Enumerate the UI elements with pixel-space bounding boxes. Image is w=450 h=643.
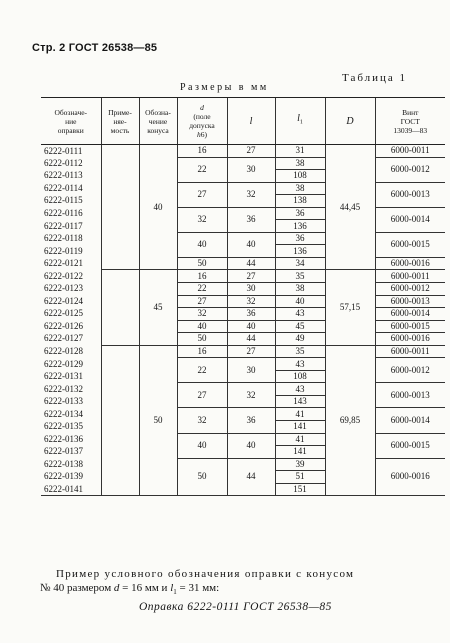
cell-l: 36 — [227, 207, 275, 232]
header-designation: Обозначе- ние оправки — [41, 98, 101, 145]
table-row — [41, 232, 445, 245]
cell-l1: 136 — [275, 245, 325, 258]
cell-screw: 6000-0011 — [375, 345, 445, 358]
cell-l1: 136 — [275, 220, 325, 233]
cell-designation: 6222-0115 — [44, 195, 83, 206]
example-line-2: № 40 размером d = 16 мм и $l_1 = 31$ мм: — [40, 582, 220, 597]
table-row — [41, 358, 445, 371]
cell-l: 27 — [227, 270, 275, 283]
cell-D: 57,15 — [325, 270, 375, 345]
cell-screw: 6000-0013 — [375, 295, 445, 308]
cell-D: 69,85 — [325, 345, 375, 496]
cell-screw: 6000-0016 — [375, 458, 445, 496]
cell-applicability — [101, 483, 139, 496]
header-l: l — [227, 98, 275, 145]
cell-screw: 6000-0013 — [375, 383, 445, 408]
cell-l1: 43 — [275, 358, 325, 371]
cell-l1: 143 — [275, 395, 325, 408]
cell-screw: 6000-0011 — [375, 145, 445, 158]
cell-screw: 6000-0014 — [375, 308, 445, 321]
cell-applicability — [101, 157, 139, 170]
cell-l: 44 — [227, 458, 275, 496]
cell-d: 22 — [177, 358, 227, 383]
cell-l: 32 — [227, 295, 275, 308]
cell-applicability — [101, 408, 139, 421]
cell-l1: 34 — [275, 257, 325, 270]
table-row — [41, 320, 445, 333]
cell-l1: 43 — [275, 308, 325, 321]
cell-screw: 6000-0012 — [375, 283, 445, 296]
cell-l1: 41 — [275, 408, 325, 421]
cell-designation: 6222-0131 — [44, 371, 83, 382]
header-applicability: Приме- няе- мость — [101, 98, 139, 145]
cell-designation: 6222-0114 — [44, 182, 83, 193]
cell-designation: 6222-0126 — [44, 320, 83, 331]
cell-applicability — [101, 195, 139, 208]
table-row — [41, 458, 445, 471]
cell-l: 36 — [227, 308, 275, 321]
cell-l1: 38 — [275, 283, 325, 296]
cell-d: 22 — [177, 157, 227, 182]
table-row — [41, 345, 445, 358]
cell-d: 16 — [177, 145, 227, 158]
cell-applicability — [101, 395, 139, 408]
table-row — [41, 308, 445, 321]
cell-l1: 108 — [275, 170, 325, 183]
cell-d: 32 — [177, 408, 227, 433]
cell-l: 30 — [227, 157, 275, 182]
cell-designation: 6222-0127 — [44, 333, 83, 344]
cell-l1: 38 — [275, 182, 325, 195]
cell-screw: 6000-0014 — [375, 408, 445, 433]
cell-d: 16 — [177, 270, 227, 283]
cell-screw: 6000-0015 — [375, 232, 445, 257]
cell-designation: 6222-0132 — [44, 383, 83, 394]
header-cone: Обозна- чение конуса — [139, 98, 177, 145]
table-row — [41, 257, 445, 270]
cell-applicability — [101, 182, 139, 195]
header-D: D — [325, 98, 375, 145]
cell-l1: 35 — [275, 270, 325, 283]
cell-designation: 6222-0125 — [44, 308, 83, 319]
table-row — [41, 408, 445, 421]
cell-applicability — [101, 308, 139, 321]
cell-l: 40 — [227, 320, 275, 333]
cell-applicability — [101, 283, 139, 296]
cell-d: 32 — [177, 207, 227, 232]
cell-l: 30 — [227, 358, 275, 383]
cell-designation: 6222-0121 — [44, 258, 83, 269]
cell-d: 32 — [177, 308, 227, 321]
cell-designation: 6222-0134 — [44, 408, 83, 419]
cell-l1: 36 — [275, 207, 325, 220]
cell-applicability — [101, 471, 139, 484]
cell-screw: 6000-0011 — [375, 270, 445, 283]
cell-designation: 6222-0123 — [44, 283, 83, 294]
cell-applicability — [101, 232, 139, 245]
cell-cone: 45 — [139, 270, 177, 345]
dimensions-label: Размеры в мм — [180, 82, 269, 93]
cell-applicability — [101, 207, 139, 220]
cell-designation: 6222-0138 — [44, 458, 83, 469]
cell-l: 32 — [227, 383, 275, 408]
cell-l1: 45 — [275, 320, 325, 333]
cell-l1: 36 — [275, 232, 325, 245]
cell-designation: 6222-0116 — [44, 208, 83, 218]
cell-l1: 43 — [275, 383, 325, 396]
example-designation: Оправка 6222-0111 ГОСТ 26538—85 — [139, 601, 332, 613]
header-l1: $l_1$ — [275, 98, 325, 145]
cell-applicability — [101, 370, 139, 383]
cell-designation: 6222-0119 — [44, 245, 83, 256]
cell-l1: 40 — [275, 295, 325, 308]
cell-designation: 6222-0137 — [44, 446, 83, 457]
cell-cone: 50 — [139, 345, 177, 496]
cell-applicability — [101, 320, 139, 333]
cell-d: 27 — [177, 295, 227, 308]
cell-screw: 6000-0015 — [375, 320, 445, 333]
cell-screw: 6000-0012 — [375, 157, 445, 182]
cell-d: 50 — [177, 257, 227, 270]
cell-applicability — [101, 433, 139, 446]
example-text — [40, 567, 430, 599]
cell-d: 22 — [177, 283, 227, 296]
table-row — [41, 433, 445, 446]
cell-l: 36 — [227, 408, 275, 433]
cell-l: 27 — [227, 345, 275, 358]
cell-designation: 6222-0139 — [44, 471, 83, 482]
cell-d: 40 — [177, 433, 227, 458]
cell-designation: 6222-0133 — [44, 396, 83, 407]
specification-table — [41, 97, 445, 496]
cell-l1: 49 — [275, 333, 325, 346]
cell-applicability — [101, 270, 139, 283]
cell-screw: 6000-0015 — [375, 433, 445, 458]
cell-applicability — [101, 295, 139, 308]
cell-l1: 138 — [275, 195, 325, 208]
cell-applicability — [101, 421, 139, 434]
cell-d: 16 — [177, 345, 227, 358]
cell-designation: 6222-0118 — [44, 233, 83, 244]
cell-l1: 39 — [275, 458, 325, 471]
cell-l: 40 — [227, 232, 275, 257]
cell-designation: 6222-0117 — [44, 220, 83, 231]
cell-screw: 6000-0013 — [375, 182, 445, 207]
table-row — [41, 270, 445, 283]
cell-applicability — [101, 458, 139, 471]
cell-applicability — [101, 145, 139, 158]
cell-designation: 6222-0129 — [44, 358, 83, 369]
table-body — [41, 145, 445, 496]
cell-screw: 6000-0016 — [375, 257, 445, 270]
table-label: Таблица 1 — [342, 72, 408, 84]
cell-l1: 38 — [275, 157, 325, 170]
cell-designation: 6222-0111 — [44, 145, 83, 156]
table-row — [41, 283, 445, 296]
cell-l: 30 — [227, 283, 275, 296]
cell-applicability — [101, 446, 139, 459]
cell-l1: 141 — [275, 421, 325, 434]
cell-applicability — [101, 358, 139, 371]
cell-applicability — [101, 245, 139, 258]
cell-l: 27 — [227, 145, 275, 158]
table-header-row — [41, 98, 445, 145]
cell-applicability — [101, 257, 139, 270]
cell-designation: 6222-0141 — [41, 483, 101, 496]
cell-applicability — [101, 220, 139, 233]
cell-d: 50 — [177, 458, 227, 496]
cell-l1: 41 — [275, 433, 325, 446]
table-row — [41, 207, 445, 220]
cell-d: 40 — [177, 232, 227, 257]
cell-designation: 6222-0128 — [44, 346, 83, 357]
cell-designation: 6222-0136 — [44, 433, 83, 444]
table-row — [41, 383, 445, 396]
cell-l: 44 — [227, 333, 275, 346]
cell-screw: 6000-0012 — [375, 358, 445, 383]
cell-d: 50 — [177, 333, 227, 346]
cell-l1: 151 — [275, 483, 325, 496]
cell-l1: 141 — [275, 446, 325, 459]
example-line-1: Пример условного обозначения оправки с конусом — [56, 568, 355, 580]
table-row — [41, 145, 445, 158]
table-row — [41, 295, 445, 308]
cell-screw: 6000-0014 — [375, 207, 445, 232]
cell-applicability — [101, 170, 139, 183]
cell-applicability — [101, 383, 139, 396]
cell-l: 40 — [227, 433, 275, 458]
cell-applicability — [101, 345, 139, 358]
cell-l1: 31 — [275, 145, 325, 158]
cell-l1: 108 — [275, 370, 325, 383]
cell-designation: 6222-0112 — [44, 157, 83, 168]
cell-l1: 51 — [275, 471, 325, 484]
cell-designation: 6222-0124 — [44, 295, 83, 306]
cell-designation: 6222-0113 — [44, 170, 83, 181]
cell-l: 32 — [227, 182, 275, 207]
table-row — [41, 157, 445, 170]
cell-d: 27 — [177, 182, 227, 207]
cell-D: 44,45 — [325, 145, 375, 270]
table-row — [41, 333, 445, 346]
cell-applicability — [101, 333, 139, 346]
header-d: d (поле допуска h6) — [177, 98, 227, 145]
cell-designation: 6222-0135 — [44, 421, 83, 432]
header-screw: Винт ГОСТ 13039—83 — [375, 98, 445, 145]
cell-designation: 6222-0122 — [44, 270, 83, 281]
cell-d: 40 — [177, 320, 227, 333]
cell-cone: 40 — [139, 145, 177, 270]
cell-l: 44 — [227, 257, 275, 270]
table-row — [41, 182, 445, 195]
page-header: Стр. 2 ГОСТ 26538—85 — [32, 42, 158, 54]
cell-l1: 35 — [275, 345, 325, 358]
cell-d: 27 — [177, 383, 227, 408]
cell-screw: 6000-0016 — [375, 333, 445, 346]
